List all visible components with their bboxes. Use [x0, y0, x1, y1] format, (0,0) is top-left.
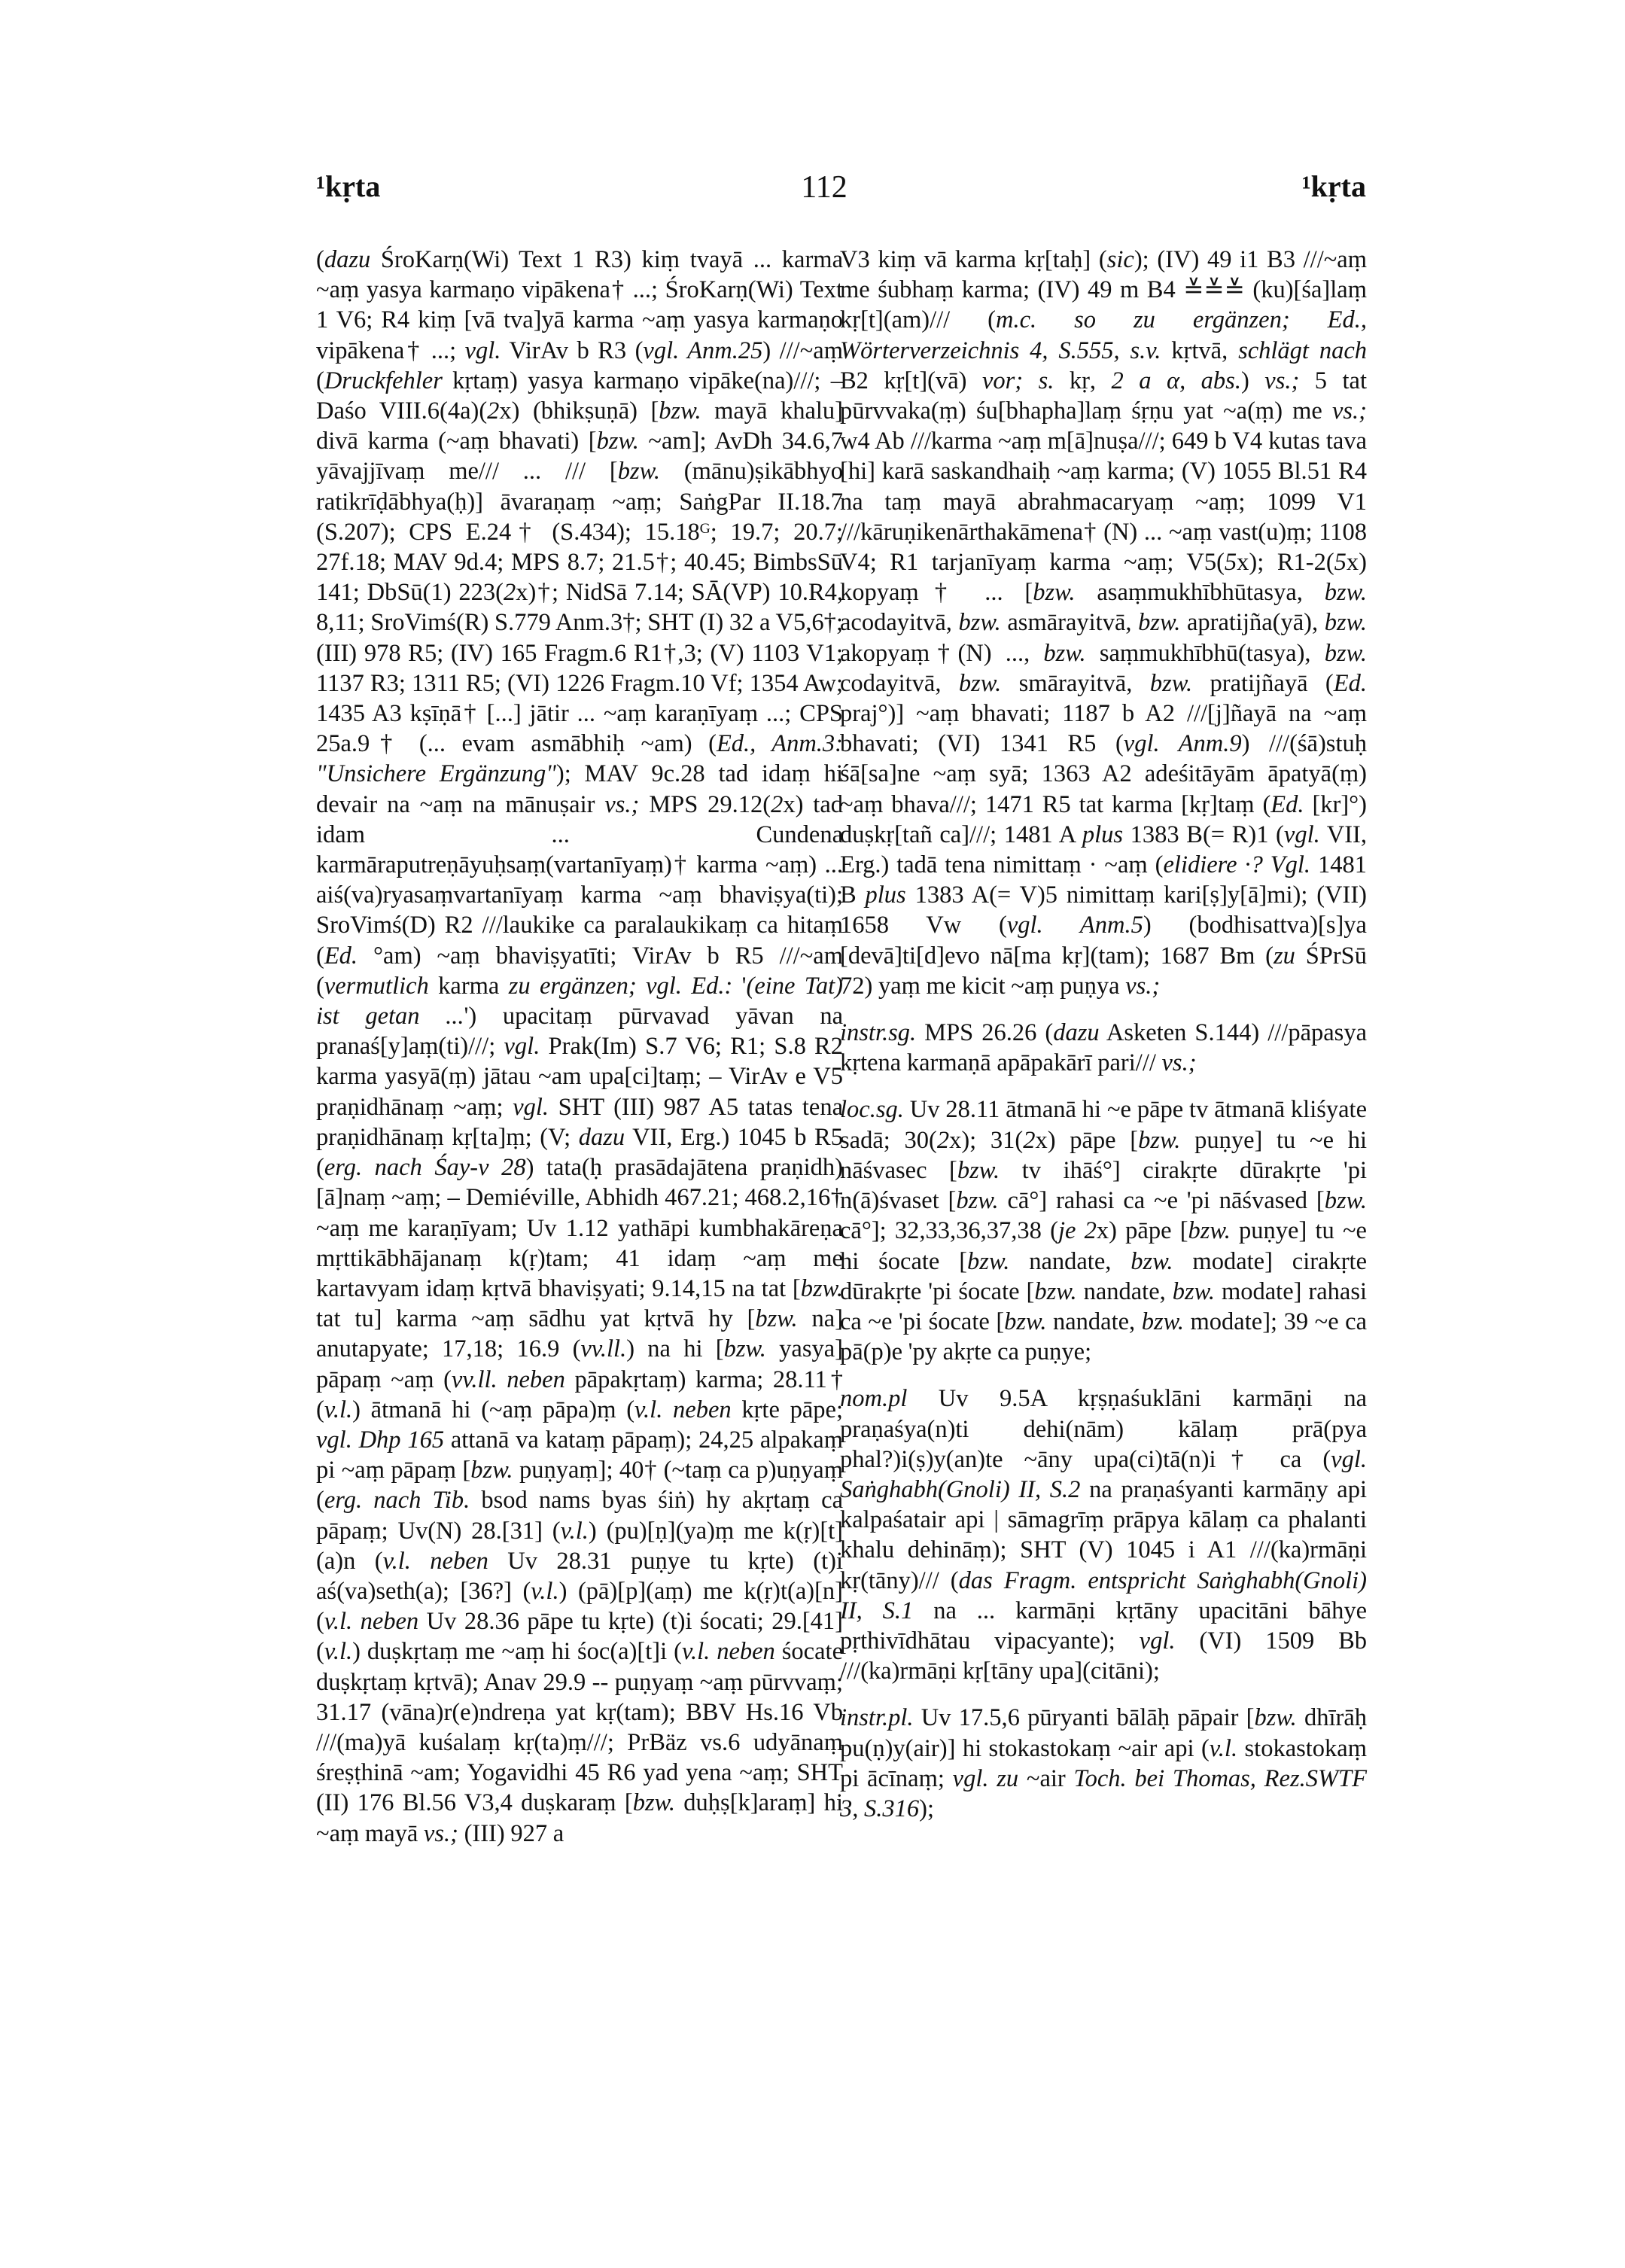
entry-text: °am) ~aṃ bhaviṣyatīti; VirAv b R5 ///~am (	[316, 942, 843, 1000]
italic-text: dazu	[1053, 1019, 1100, 1047]
italic-text: vgl.	[504, 1033, 540, 1061]
entry-text: puṇye] tu ~e hi nāśvasec [	[840, 1126, 1367, 1184]
entry-text: ŚroKarṇ(Wi) Text 1 R3) kiṃ tvayā ... karma ~aṃ yasya karmaṇo vipākena† ...; ŚroKarṇ(Wi) Text 1 V6; R4 kiṃ [vā tva]yā karma ~aṃ yasya karmaṇo vipākena† ...;	[316, 246, 843, 364]
right-column	[840, 245, 1367, 1840]
italic-text: v.l.	[560, 1517, 589, 1545]
italic-text: bzw.	[1324, 1187, 1367, 1215]
entry-text: V3 kiṃ vā karma kṛ[taḥ] (	[840, 246, 1107, 273]
entry-paragraph	[840, 1094, 1367, 1367]
italic-text: vermutlich	[324, 972, 429, 1000]
italic-text: vor; s.	[981, 367, 1054, 394]
italic-text: Toch. bei Thomas, Rez.SWTF 3, S.316	[840, 1764, 1367, 1822]
entry-text: saṃmukhībhū(tasya),	[1085, 639, 1325, 667]
italic-text: bzw.	[1131, 1247, 1173, 1275]
entry-text: VII, Erg.) 1045 b R5 (	[316, 1123, 843, 1182]
italic-text: vs.;	[1161, 1049, 1197, 1077]
entry-text: ); MAV 9c.28 tad idaṃ hi devair na ~aṃ na mānuṣair	[316, 760, 843, 818]
italic-text: bzw.	[967, 1247, 1010, 1275]
italic-text: vgl. Anm.9	[1123, 730, 1242, 758]
entry-text: x) pāpe [	[1035, 1126, 1139, 1154]
italic-text: 2	[487, 397, 500, 425]
italic-text: 2	[504, 579, 516, 607]
italic-text: dazu	[324, 246, 371, 273]
italic-text: bzw.	[659, 397, 701, 425]
entry-text: kṛtvā,	[1161, 336, 1239, 364]
italic-text: plus	[865, 881, 906, 909]
italic-text: bzw.	[470, 1457, 513, 1484]
italic-text: v.l. neben	[681, 1638, 775, 1666]
entry-text: (mānu)ṣikābhyo ratikrīḍābhya(ḥ)] āvaraṇaṃ ~aṃ; SaṅgPar II.18.7 (S.207); CPS E.24† (S.434); 15.18ᴳ; 19.7; 20.7; 27f.18; MAV 9d.4; MPS 8.7; 21.5†; 40.45; BimbsSū 141; DbSū(1) 223(	[316, 458, 843, 607]
entry-text: śocate duṣkṛtaṃ kṛtvā); Anav 29.9 -- puṇyaṃ ~aṃ pūrvvaṃ; 31.17 (vāna)r(e)ndreṇa yat kṛ(tam); BBV Hs.16 Vb ///(ma)yā kuśalaṃ kṛ(ta)ṃ///; PrBäz vs.6 udyānaṃ śreṣṭhinā ~am; Yogavidhi 45 R6 yad yena ~aṃ; SHT (II) 176 Bl.56 V3,4 duṣkaraṃ [	[316, 1638, 843, 1817]
italic-text: bzw.	[958, 609, 1001, 637]
italic-text: vgl.	[1139, 1627, 1176, 1655]
entry-text: nandate,	[1009, 1247, 1131, 1275]
italic-text: bzw.	[1254, 1704, 1297, 1732]
entry-text: Uv 28.31 puṇye tu kṛte) (t)i aś(va)seth(a); [36?] (	[316, 1547, 843, 1605]
italic-text: bzw.	[723, 1335, 766, 1363]
entry-text: ) duṣkṛtaṃ me ~aṃ hi śoc(a)[t]i (	[352, 1638, 682, 1666]
italic-text: vgl. Dhp 165	[316, 1426, 445, 1454]
italic-text: bzw.	[1188, 1217, 1231, 1245]
italic-text: Ed.	[1333, 669, 1367, 697]
italic-text: v.l. neben	[324, 1608, 419, 1636]
entry-text: x) kopyaṃ† ... [	[840, 549, 1367, 607]
entry-text: modate] cirakṛte dūrakṛte 'pi śocate [	[840, 1247, 1368, 1305]
entry-text: asmārayitvā,	[1000, 609, 1139, 637]
italic-text: bzw.	[755, 1305, 798, 1333]
entry-text: MPS 26.26 (	[916, 1019, 1054, 1047]
entry-text: nandate,	[1046, 1308, 1142, 1335]
entry-text: ŚPrSū 72) yaṃ me kicit ~aṃ puṇya	[840, 942, 1367, 1000]
italic-text: 2	[771, 790, 784, 818]
entry-text: [kr]°) duṣkṛ[tañ ca]///; 1481 A	[840, 790, 1367, 848]
running-head-left: ¹kṛta	[316, 169, 381, 203]
entry-text: ) na hi [	[626, 1335, 724, 1363]
italic-text: bzw.	[1324, 579, 1367, 607]
italic-text: 2	[1023, 1126, 1036, 1154]
entry-text: ~air	[1018, 1764, 1074, 1792]
italic-text: instr.pl.	[840, 1704, 914, 1732]
italic-text: vs.;	[1331, 397, 1367, 425]
italic-text: bzw.	[1172, 1277, 1215, 1305]
italic-text: vv.ll.	[580, 1335, 627, 1363]
italic-text: v.l.	[531, 1577, 559, 1605]
italic-text: bzw.	[800, 1274, 843, 1302]
italic-text: (eine Tat) ist getan ...	[316, 972, 843, 1030]
italic-text: bzw.	[596, 428, 639, 455]
italic-text: Druckfehler	[324, 367, 443, 394]
entry-text: na ... karmāṇi kṛtāny upacitāni bāhye pṛthivīdhātau vipacyante);	[840, 1597, 1367, 1655]
entry-text: )	[1240, 367, 1265, 394]
entry-text: VirAv b R3 (	[501, 336, 644, 364]
italic-text: v.l. neben	[634, 1396, 732, 1423]
entry-text: x) tad idam ... Cundena karmāraputreṇāyuḥsaṃ(vartanīyaṃ)† karma ~aṃ) ... aiś(va)ryasaṃvartanīyaṃ karma ~aṃ bhaviṣya(ti); SroVimś(D) R2 ///laukike ca paralaukikaṃ ca hitaṃ (	[316, 790, 843, 970]
italic-text: vgl.	[464, 336, 501, 364]
italic-text: bzw.	[958, 669, 1002, 697]
entry-text: modate] rahasi ca ~e 'pi śocate [	[840, 1277, 1367, 1335]
entry-text: attanā va kataṃ pāpaṃ); 24,25 alpakaṃ pi ~aṃ pāpaṃ [	[316, 1426, 843, 1484]
italic-text: vgl.	[1283, 820, 1320, 848]
entry-text: mayā khalu] divā karma (~aṃ bhavati) [	[316, 397, 843, 455]
italic-text: erg. nach Śay-v 28	[324, 1154, 526, 1182]
entry-text: acodayitvā,	[840, 609, 959, 637]
italic-text: bzw.	[1138, 609, 1181, 637]
entry-text: Uv 28.11 ātmanā hi ~e pāpe tv ātmanā kliśyate sadā; 30(	[840, 1096, 1367, 1154]
entry-text: smārayitvā,	[1001, 669, 1150, 697]
entry-text: w4 Ab ///karma ~aṃ m[ā]nuṣa///; 649 b V4 kutas tava [hi] karā saskandhaiḥ ~aṃ karma; (V) 1055 Bl.51 R4 na taṃ mayā abrahmacaryaṃ ~aṃ; 1099 V1 ///kāruṇikenārthakāmena† (N) ... ~aṃ vast(u)ṃ; 1108 V4; R1 tarjanīyaṃ karma ~aṃ; V5(	[840, 428, 1367, 577]
entry-text: (VI) 1509 Bb ///(ka)rmāṇi kṛ[tāny upa](citāni);	[840, 1627, 1367, 1685]
italic-text: vgl. zu	[952, 1764, 1019, 1792]
entry-text: Asketen S.144) ///pāpasya kṛtena karmaṇā apāpakārī pari///	[840, 1019, 1367, 1077]
entry-text: B2 kṛ[t](vā)	[840, 367, 982, 394]
entry-text: kṛ,	[1054, 367, 1112, 394]
entry-text: Prak(Im) S.7 V6; R1; S.8 R2 karma yasyā(ṃ) jātau ~am upa[ci]taṃ; – VirAv e V5 praṇidhānaṃ ~aṃ;	[316, 1033, 843, 1121]
entry-text: );	[919, 1795, 934, 1822]
entry-paragraph	[840, 245, 1367, 1001]
entry-text: ) (pu)[ṇ](ya)ṃ me k(ṛ)[t](a)n (	[316, 1517, 844, 1575]
entry-text: apratijña(yā),	[1180, 609, 1325, 637]
entry-text: ') upacitaṃ pūrvavad yāvan na pranaś[y]aṃ(ti)///;	[316, 1003, 843, 1061]
italic-text: dazu	[578, 1123, 625, 1151]
left-column	[316, 245, 843, 1864]
entry-text: ) ///~aṃ (	[316, 336, 843, 394]
entry-text: Uv 28.36 pāpe tu kṛte) (t)i śocati; 29.[41] (	[316, 1608, 843, 1666]
italic-text: loc.sg.	[840, 1096, 904, 1124]
italic-text: bzw.	[1034, 1277, 1077, 1305]
entry-text: bsod nams byas śiṅ) hy akṛtaṃ ca pāpaṃ; Uv(N) 28.[31] (	[316, 1487, 844, 1545]
entry-paragraph	[840, 1703, 1367, 1824]
italic-text: bzw.	[957, 1156, 1000, 1184]
entry-text: Uv 17.5,6 pūryanti bālāḥ pāpair [	[913, 1704, 1255, 1732]
italic-text: v.l.	[1209, 1734, 1238, 1762]
entry-text: kṛtaṃ) yasya karmaṇo vipāke(na)///; – Daśo VIII.6(4a)(	[316, 367, 843, 425]
italic-text: erg. nach Tib.	[324, 1487, 470, 1515]
entry-text: tat tu] karma ~aṃ sādhu yat kṛtvā hy [	[316, 1305, 756, 1333]
italic-text: bzw.	[617, 458, 660, 486]
italic-text: bzw.	[1033, 579, 1076, 607]
italic-text: bzw.	[1324, 609, 1367, 637]
italic-text: bzw.	[1149, 669, 1193, 697]
italic-text: 5	[1224, 549, 1237, 577]
entry-text: puṇye] tu ~e hi śocate [	[840, 1217, 1367, 1275]
entry-text: duḥṣ[k]araṃ] hi ~aṃ mayā	[316, 1789, 843, 1847]
italic-text: Ed.	[324, 942, 358, 970]
page-number: 112	[801, 170, 847, 205]
entry-paragraph	[316, 245, 843, 1849]
italic-text: vs.;	[1125, 972, 1161, 1000]
entry-text: pāpakṛtaṃ) karma; 28.11† (	[316, 1365, 843, 1423]
entry-paragraph	[840, 1018, 1367, 1078]
italic-text: bzw.	[632, 1789, 675, 1817]
entry-text: 1481 B	[840, 851, 1368, 909]
italic-text: bzw.	[1324, 639, 1367, 667]
entry-text: ) ///(śā)stuḥ śā[sa]ne ~aṃ syā; 1363 A2 adeśitāyām āpatyā(ṃ) ~aṃ bhava///; 1471 R5 tat karma [kṛ]taṃ (	[840, 730, 1367, 818]
entry-text: (	[316, 246, 324, 273]
italic-text: bzw.	[956, 1187, 999, 1215]
entry-text: 1383 A(= V)5 nimittaṃ kari[ṣ]y[ā]mi); (VII) 1658 Vw (	[840, 881, 1367, 939]
entry-text: dhīrāḥ pu(ṇ)y(air)] hi stokastokaṃ ~air api (	[840, 1704, 1367, 1762]
italic-text: zu ergänzen; vgl. Ed.:	[508, 972, 733, 1000]
italic-text: instr.sg.	[840, 1019, 917, 1047]
entry-text: MPS 29.12(	[639, 790, 771, 818]
italic-text: 5	[1334, 549, 1347, 577]
entry-text: stokastokaṃ pi ācīnaṃ;	[840, 1734, 1368, 1792]
italic-text: zu	[1274, 942, 1295, 970]
entry-text: codayitvā,	[840, 669, 959, 697]
entry-text: nandate,	[1076, 1277, 1173, 1305]
entry-text: modate]; 39 ~e ca pā(p)e 'py akṛte ca puṇye;	[840, 1308, 1367, 1366]
italic-text: vv.ll. neben	[451, 1365, 565, 1393]
italic-text: vs.;	[604, 790, 640, 818]
entry-text: x); 31(	[949, 1126, 1024, 1154]
entry-text: puṇyaṃ]; 40† (~taṃ ca p)uṇyaṃ (	[316, 1457, 843, 1515]
italic-text: nom.pl	[840, 1385, 908, 1413]
running-head-right: ¹kṛta	[1301, 169, 1366, 203]
entry-text: SHT (III) 987 A5 tatas tena praṇidhānaṃ kṛ[ta]ṃ; (V;	[316, 1093, 843, 1151]
italic-text: vs.;	[423, 1819, 458, 1847]
entry-text: akopyaṃ†(N) ...,	[840, 639, 1044, 667]
italic-text: vgl. Anm.5	[1006, 912, 1143, 939]
entry-text: kṛte pāpe;	[731, 1396, 843, 1423]
entry-text: 1383 B(= R)1 (	[1123, 820, 1284, 848]
entry-text: ) (bodhisattva)[s]ya [devā]ti[d]evo nā[ma kṛ](tam); 1687 Bm (	[840, 912, 1367, 970]
entry-text: ~am]; AvDh 34.6,7 yāvajjīvaṃ me/// ... /// [	[316, 428, 843, 486]
entry-text: Uv 9.5A kṛṣṇaśuklāni karmāṇi na praṇaśya(n)ti dehi(nām) kālaṃ prā(pya phal?)i(ṣ)y(an)te ~āny upa(ci)tā(n)i† ca (	[840, 1385, 1367, 1473]
italic-text: das Fragm. entspricht Saṅghabh(Gnoli) II, S.1	[840, 1566, 1367, 1624]
italic-text: v.l.	[324, 1638, 353, 1666]
italic-text: plus	[1082, 820, 1124, 848]
entry-text: karma	[428, 972, 509, 1000]
entry-text: ) tata(ḥ prasādajātena praṇidh)[ā]naṃ ~aṃ; – Demiéville, Abhidh 467.21; 468.2,16† ~aṃ me karaṇīyam; Uv 1.12 yathāpi kumbhakāreṇa mṛttikābhājanaṃ k(ṛ)tam; 41 idaṃ ~aṃ me kartavyam idaṃ kṛtvā bhaviṣyati; 9.14,15 na tat [	[316, 1154, 843, 1302]
entry-text: ) (pā)[p](aṃ) me k(ṛ)t(a)[n] (	[316, 1577, 843, 1636]
entry-text: cā°] rahasi ca ~e 'pi nāśvased [	[998, 1187, 1325, 1215]
entry-text: '	[732, 972, 747, 1000]
entry-text: na praṇaśyanti karmāṇy api kalpaśatair api | sāmagrīṃ prāpya kālaṃ ca phalanti khalu dehināṃ); SHT (V) 1045 i A1 ///(ka)rmāṇi kṛ(tāny)/// (	[840, 1475, 1367, 1594]
italic-text: vgl. Saṅghabh(Gnoli) II, S.2	[840, 1445, 1367, 1503]
italic-text: vgl. Anm.25	[643, 336, 763, 364]
entry-text: x) (bhikṣuṇā) [	[499, 397, 659, 425]
entry-text: (III) 927 a	[458, 1819, 564, 1847]
italic-text: vgl.	[513, 1093, 549, 1121]
italic-text: v.l. neben	[382, 1547, 488, 1575]
entry-text: tv ihāś°] cirakṛte dūrakṛte 'pi n(ā)śvaset [	[840, 1156, 1367, 1215]
italic-text: vs.;	[1264, 367, 1300, 394]
italic-text: elidiere ·? Vgl.	[1163, 851, 1311, 879]
italic-text: Ed.	[1270, 790, 1304, 818]
italic-text: bzw.	[1141, 1308, 1184, 1335]
italic-text: bzw.	[1043, 639, 1086, 667]
italic-text: je 2	[1057, 1217, 1097, 1245]
entry-text: ) ātmanā hi (~aṃ pāpa)ṃ (	[352, 1396, 635, 1423]
italic-text: bzw.	[1004, 1308, 1047, 1335]
entry-text: 5 tat pūrvvaka(ṃ) śu[bhapha]laṃ śṛṇu yat ~a(ṃ) me	[840, 367, 1367, 425]
entry-text: praj°)] ~aṃ bhavati; 1187 b A2 ///[j]ñayā na ~aṃ bhavati; (VI) 1341 R5 (	[840, 700, 1367, 758]
italic-text: m.c. so zu ergänzen; Ed., Wörterverzeichnis 4, S.555, s.v.	[840, 306, 1367, 364]
entry-text: ); (IV) 49 i1 B3 ///~aṃ me śubhaṃ karma; (IV) 49 m B4 ≚≚≚ (ku)[śa]laṃ kṛ[t](am)/// (	[840, 246, 1368, 334]
entry-text: x)†; NidSā 7.14; SĀ(VP) 10.R4, 8,11; SroVimś(R) S.779 Anm.3†; SHT (I) 32 a V5,6†; (III) 978 R5; (IV) 165 Fragm.6 R1†,3; (V) 1103 V1; 1137 R3; 1311 R5; (VI) 1226 Fragm.10 Vf; 1354 Aw; 1435 A3 kṣīṇā† [...] jātir ... ~aṃ karaṇīyaṃ ...; CPS 25a.9† (... evam asmābhiḥ ~am) (	[316, 579, 844, 758]
entry-text: asaṃmukhībhūtasya,	[1075, 579, 1325, 607]
entry-text: VII, Erg.) tadā tena nimittaṃ · ~aṃ (	[840, 820, 1367, 879]
entry-paragraph	[840, 1384, 1367, 1686]
entry-text: x) pāpe [	[1096, 1217, 1188, 1245]
entry-text: pratijñayā (	[1192, 669, 1334, 697]
entry-text: yasya] pāpaṃ ~aṃ (	[316, 1335, 843, 1393]
italic-text: bzw.	[1138, 1126, 1181, 1154]
italic-text: sic	[1106, 246, 1134, 273]
italic-text: 2 a α, abs.	[1111, 367, 1241, 394]
entry-text: na] anutapyate; 17,18; 16.9 (	[316, 1305, 843, 1363]
italic-text: v.l.	[324, 1396, 353, 1423]
italic-text: 2	[936, 1126, 950, 1154]
italic-text: schlägt nach	[1238, 336, 1368, 364]
entry-text: cā°]; 32,33,36,37,38 (	[840, 1217, 1058, 1245]
entry-text: x); R1-2(	[1237, 549, 1334, 577]
italic-text: Ed., Anm.3: "Unsichere Ergänzung"	[316, 730, 843, 788]
